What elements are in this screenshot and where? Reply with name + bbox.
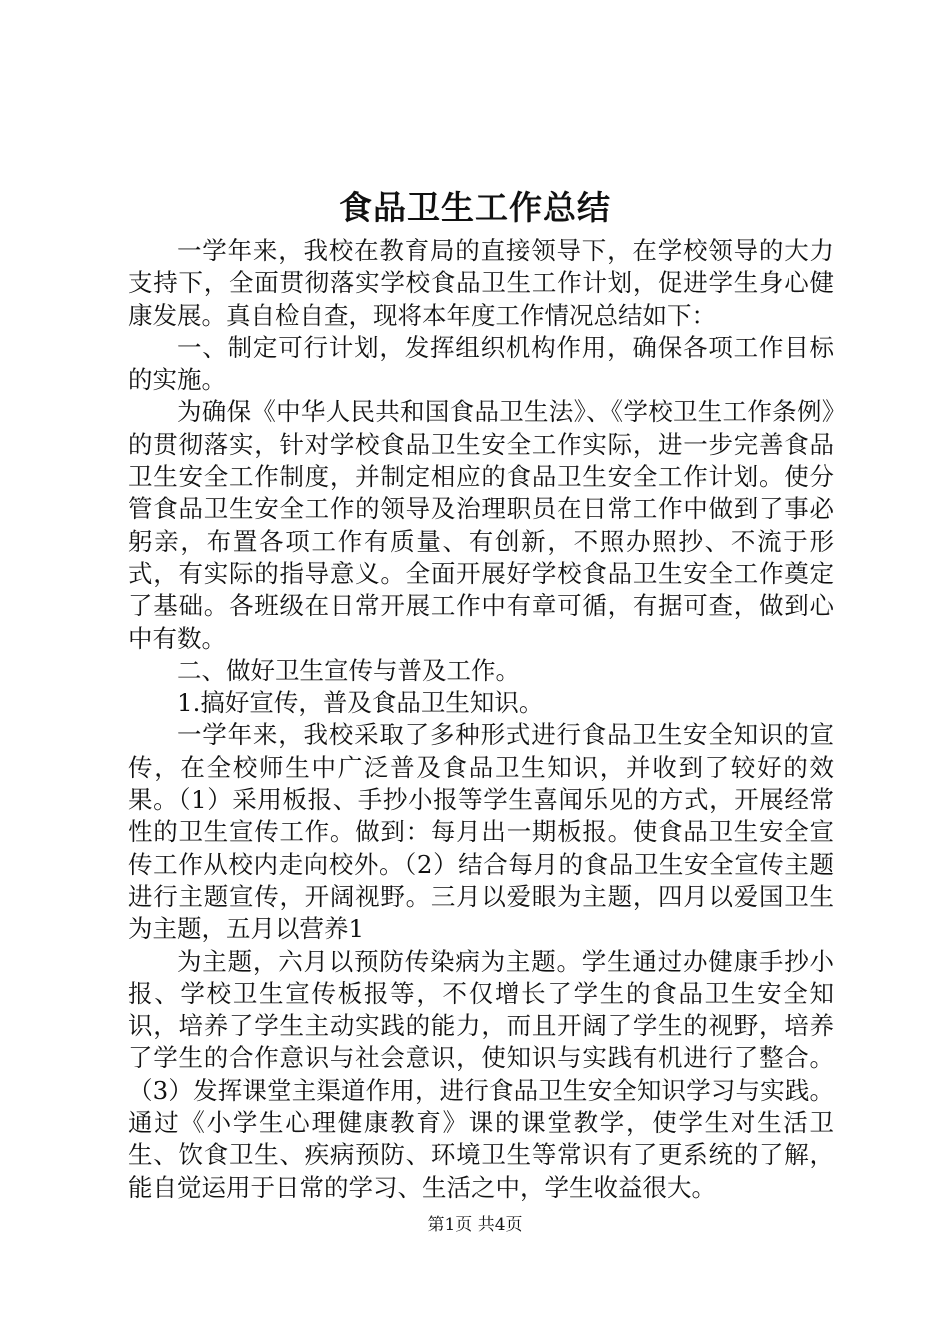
- paragraph: 一学年来，我校采取了多种形式进行食品卫生安全知识的宣传，在全校师生中广泛普及食品卫生知识，并收到了较好的效果。（1）采用板报、手抄小报等学生喜闻乐见的方式，开展经常性的卫生宣传工作。做到：每月出一期板报。使食品卫生安全宣传工作从校内走向校外。（2）结合每月的食品卫生安全宣传主题进行主题宣传，开阔视野。三月以爱眼为主题，四月以爱国卫生为主题，五月以营养1: [128, 720, 834, 944]
- section-heading: 一、制定可行计划，发挥组织机构作用，确保各项工作目标的实施。: [128, 332, 834, 395]
- document-body: [128, 235, 834, 1204]
- document-title: 食品卫生工作总结: [339, 188, 611, 227]
- paragraph: 一学年来，我校在教育局的直接领导下，在学校领导的大力支持下，全面贯彻落实学校食品卫生工作计划，促进学生身心健康发展。真自检自查，现将本年度工作情况总结如下：: [128, 236, 834, 330]
- subsection-heading: 1.搞好宣传，普及食品卫生知识。: [177, 688, 544, 718]
- section-heading: 二、做好卫生宣传与普及工作。: [177, 655, 520, 685]
- page-footer: 第1页 共4页: [427, 1215, 523, 1235]
- paragraph: 为主题，六月以预防传染病为主题。学生通过办健康手抄小报、学校卫生宣传板报等，不仅增长了学生的食品卫生安全知识，培养了学生主动实践的能力，而且开阔了学生的视野，培养了学生的合作意识与社会意识，使知识与实践有机进行了整合。（3）发挥课堂主渠道作用，进行食品卫生安全知识学习与实践。通过《小学生心理健康教育》课的课堂教学，使学生对生活卫生、饮食卫生、疾病预防、环境卫生等常识有了更系统的了解，能自觉运用于日常的学习、生活之中，学生收益很大。: [128, 946, 834, 1202]
- paragraph: 为确保《中华人民共和国食品卫生法》、《学校卫生工作条例》的贯彻落实，针对学校食品卫生安全工作实际，进一步完善食品卫生安全工作制度，并制定相应的食品卫生安全工作计划。使分管食品卫生安全工作的领导及治理职员在日常工作中做到了事必躬亲，布置各项工作有质量、有创新，不照办照抄、不流于形式，有实际的指导意义。全面开展好学校食品卫生安全工作奠定了基础。各班级在日常开展工作中有章可循，有据可查，做到心中有数。: [128, 397, 834, 653]
